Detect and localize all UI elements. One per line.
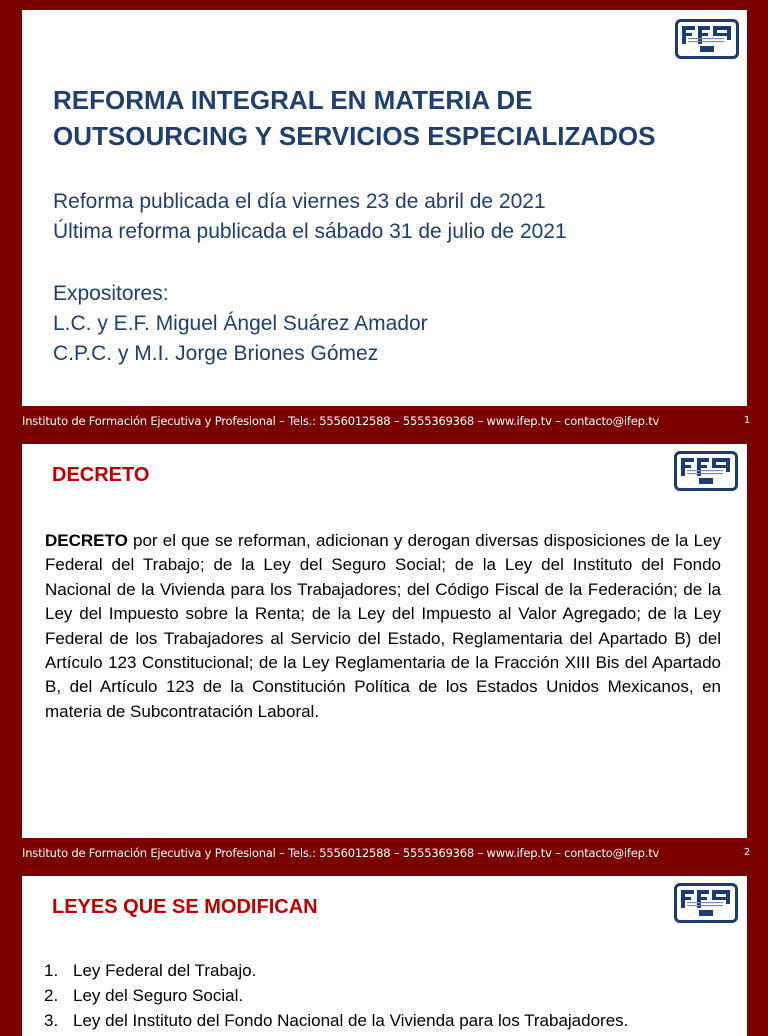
- slide-footer-2: [22, 843, 750, 863]
- footer-text: Instituto de Formación Ejecutiva y Profesional – Tels.: 5556012588 – 5555369368 – www.ifep.tv – contacto@ifep.tv: [22, 414, 660, 428]
- decree-text: [45, 529, 721, 724]
- ifep-logo: [674, 451, 738, 491]
- speaker-2: C.P.C. y M.I. Jorge Briones Gómez: [53, 342, 379, 365]
- ifep-logo: [675, 19, 739, 59]
- speakers-label: Expositores:: [53, 282, 169, 305]
- ifep-logo: [674, 883, 738, 923]
- laws-list: [44, 958, 734, 1033]
- list-item: 3. Ley del Instituto del Fondo Nacional de la Vivienda para los Trabajadores.: [44, 1011, 629, 1030]
- slide-title: DECRETO: [52, 464, 150, 486]
- list-item: 2. Ley del Seguro Social.: [44, 986, 244, 1005]
- speaker-1: L.C. y E.F. Miguel Ángel Suárez Amador: [53, 312, 428, 335]
- slide-1: [22, 10, 747, 406]
- decree-rest: por el que se reforman, adicionan y derogan diversas disposiciones de la Ley Federal del Trabajo; de la Ley del Seguro Social; de la Ley del Instituto del Fondo Nacional de la Vivienda para los Trabajadores; del Código Fiscal de la Federación; de la Ley del Impuesto sobre la Renta; de la Ley del Impuesto al Valor Agregado; de la Ley Federal de los Trabajadores al Servicio del Estado, Reglamentaria del Apartado B) del Artículo 123 Constitucional; de la Ley Reglamentaria de la Fracción XIII Bis del Apartado B, del Artículo 123 de la Constitución Política de los Estados Unidos Mexicanos, en materia de Subcontratación Laboral.: [45, 531, 721, 721]
- slide-footer-1: [22, 411, 750, 431]
- decree-bold: DECRETO: [45, 531, 128, 550]
- publication-date: Reforma publicada el día viernes 23 de abril de 2021: [53, 190, 546, 213]
- title-line-2: OUTSOURCING Y SERVICIOS ESPECIALIZADOS: [53, 121, 656, 151]
- presentation-title: [53, 82, 673, 154]
- slide-title: LEYES QUE SE MODIFICAN: [52, 896, 318, 918]
- slide-3: [22, 876, 747, 1036]
- title-line-1: REFORMA INTEGRAL EN MATERIA DE: [53, 85, 533, 115]
- last-reform-date: Última reforma publicada el sábado 31 de julio de 2021: [53, 220, 567, 243]
- footer-text: Instituto de Formación Ejecutiva y Profesional – Tels.: 5556012588 – 5555369368 – www.ifep.tv – contacto@ifep.tv: [22, 846, 660, 860]
- slide-number: 1: [743, 415, 750, 426]
- list-item: 1. Ley Federal del Trabajo.: [44, 961, 257, 980]
- slide-2: [22, 444, 747, 838]
- slide-number: 2: [743, 847, 750, 858]
